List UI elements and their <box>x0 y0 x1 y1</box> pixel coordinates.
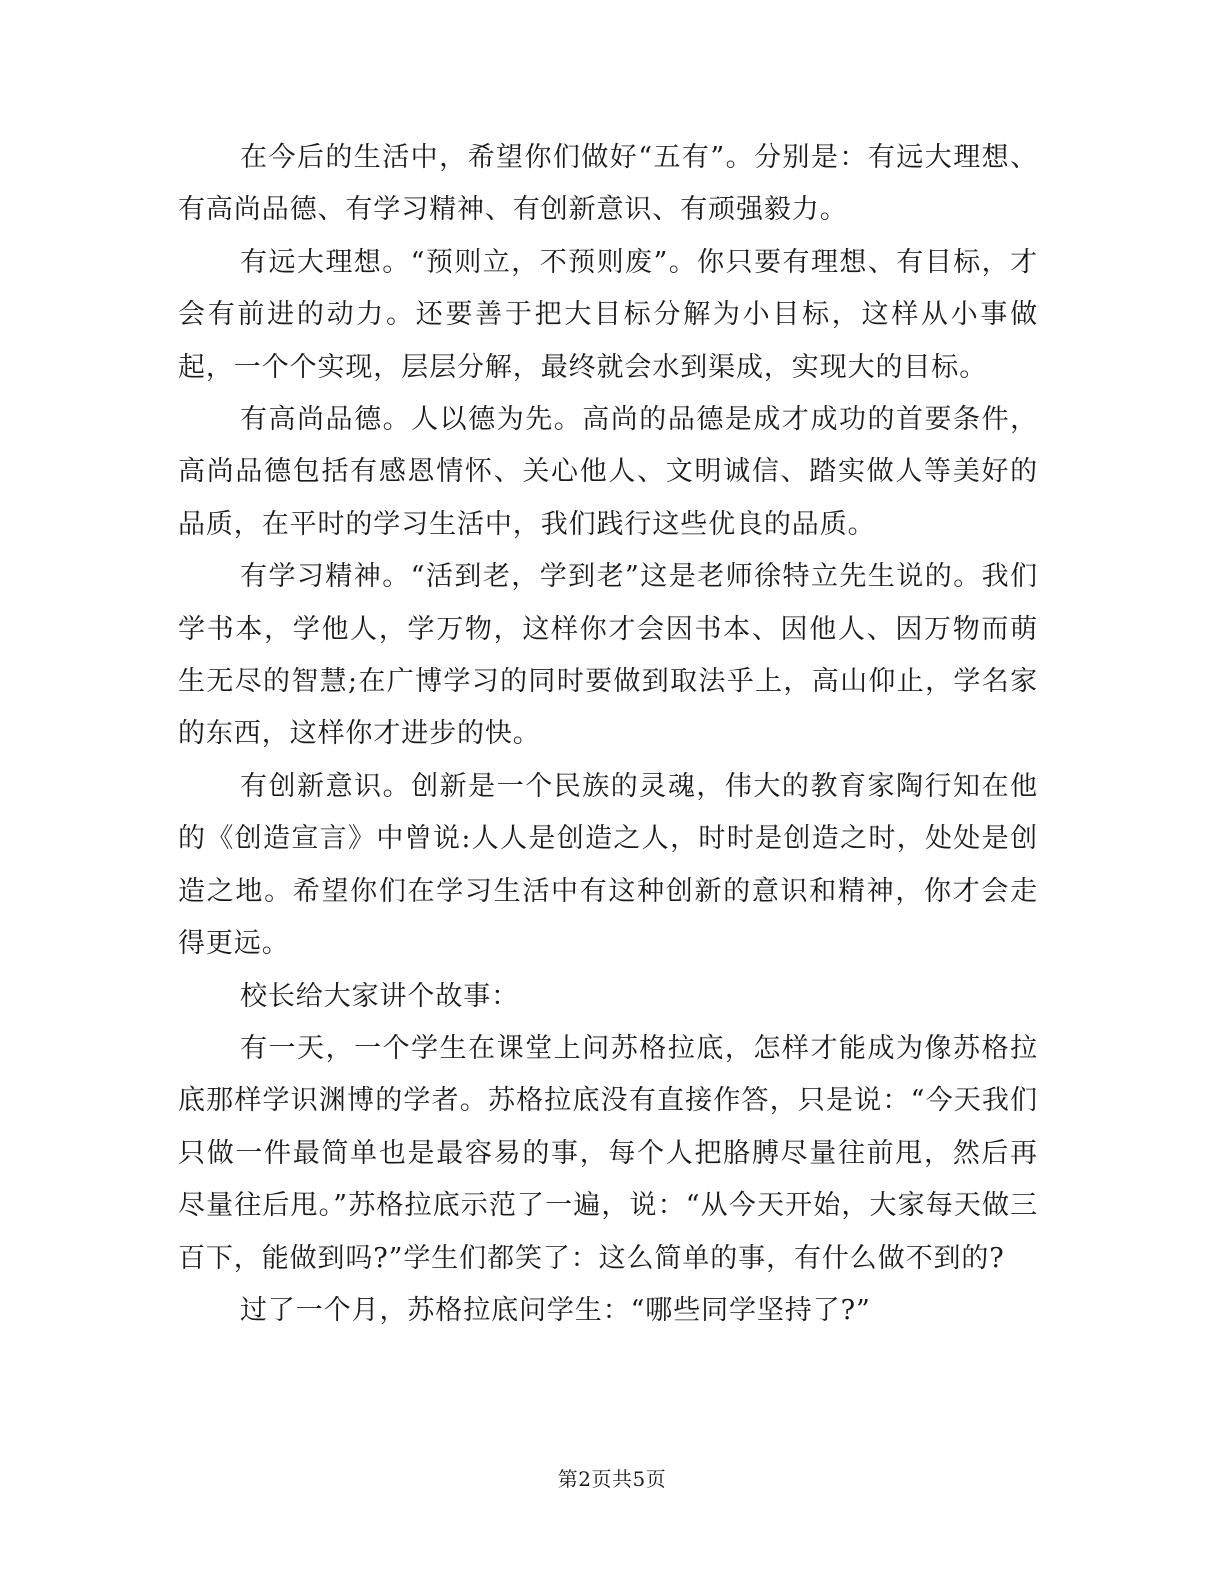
page-number-footer: 第2页共5页 <box>557 1467 667 1491</box>
document-body <box>178 132 1038 1337</box>
paragraph-noble-character: 有高尚品德。人以德为先。高尚的品德是成才成功的首要条件，高尚品德包括有感恩情怀、关心他人、文明诚信、踏实做人等美好的品质，在平时的学习生活中，我们践行这些优良的品质。 <box>178 404 1038 540</box>
paragraph-lofty-ideals: 有远大理想。“预则立，不预则废”。你只要有理想、有目标，才会有前进的动力。还要善于把大目标分解为小目标，这样从小事做起，一个个实现，层层分解，最终就会水到渠成，实现大的目标。 <box>178 246 1038 383</box>
paragraph-innovation: 有创新意识。创新是一个民族的灵魂，伟大的教育家陶行知在他的《创造宣言》中曾说:人人是创造之人，时时是创造之时，处处是创造之地。希望你们在学习生活中有这种创新的意识和精神，你才会走得更远。 <box>178 770 1038 960</box>
paragraph-learning-spirit: 有学习精神。“活到老，学到老”这是老师徐特立先生说的。我们学书本，学他人，学万物，这样你才会因书本、因他人、因万物而萌生无尽的智慧;在广博学习的同时要做到取法乎上，高山仰止，学名家的东西，这样你才进步的快。 <box>178 561 1038 750</box>
paragraph-five-haves: 在今后的生活中，希望你们做好“五有”。分别是：有远大理想、有高尚品德、有学习精神、有创新意识、有顽强毅力。 <box>178 142 1038 226</box>
paragraph-one-month-later: 过了一个月，苏格拉底问学生：“哪些同学坚持了?” <box>240 1294 871 1326</box>
paragraph-story-intro: 校长给大家讲个故事： <box>240 980 519 1012</box>
paragraph-socrates-story: 有一天，一个学生在课堂上问苏格拉底，怎样才能成为像苏格拉底那样学识渊博的学者。苏格拉底没有直接作答，只是说：“今天我们只做一件最简单也是最容易的事，每个人把胳膊尽量往前甩，然后再尽量往后甩。”苏格拉底示范了一遍，说：“从今天开始，大家每天做三百下，能做到吗?”学生们都笑了：这么简单的事，有什么做不到的? <box>178 1032 1038 1274</box>
